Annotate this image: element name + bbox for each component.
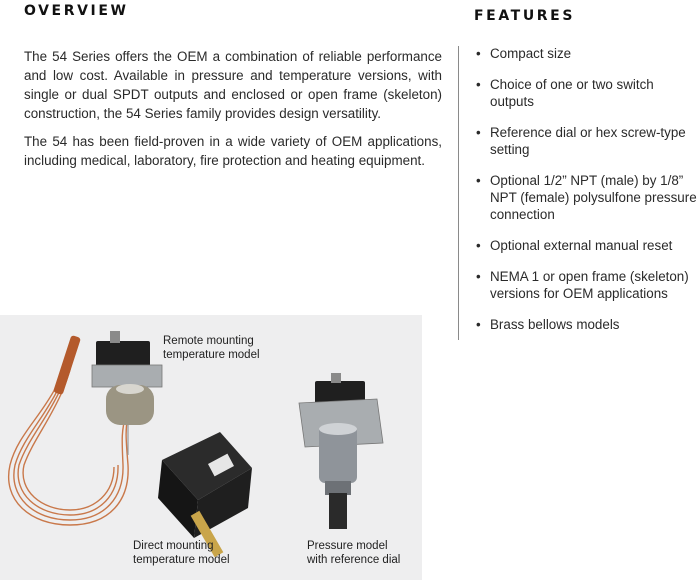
caption-line: with reference dial <box>307 554 401 566</box>
direct-model-caption <box>133 539 230 567</box>
caption-line: Pressure model <box>307 540 388 552</box>
overview-paragraph: The 54 has been field-proven in a wide variety of OEM applications, including medical, laboratory, fire protection and heating equipment. <box>24 134 442 168</box>
feature-item <box>476 316 697 333</box>
caption-line: temperature model <box>163 349 260 361</box>
caption-line: temperature model <box>133 554 230 566</box>
feature-text: Choice of one or two switch outputs <box>490 77 654 109</box>
bullet-icon: • <box>476 77 481 92</box>
features-list <box>476 45 697 347</box>
feature-item <box>476 237 697 254</box>
features-heading: FEATURES <box>474 8 576 24</box>
bullet-icon: • <box>476 238 481 253</box>
overview-paragraph: The 54 Series offers the OEM a combination of reliable performance and low cost. Available in pressure and temperature versions, with single or dual SPDT outputs and enclosed or open frame (skeleton) construction, the 54 Series family provides design versatility. <box>24 49 442 121</box>
feature-text: Brass bellows models <box>490 317 620 332</box>
pressure-model-image <box>285 373 395 533</box>
feature-text: Optional external manual reset <box>490 238 673 253</box>
bullet-icon: • <box>476 46 481 61</box>
product-photo-panel <box>0 315 422 580</box>
bullet-icon: • <box>476 269 481 284</box>
feature-text: NEMA 1 or open frame (skeleton) versions for OEM applications <box>490 269 689 301</box>
feature-item <box>476 268 697 302</box>
feature-item <box>476 45 697 62</box>
bullet-icon: • <box>476 317 481 332</box>
overview-heading: OVERVIEW <box>24 3 129 19</box>
column-divider <box>458 46 459 340</box>
caption-line: Remote mounting <box>163 335 254 347</box>
feature-text: Reference dial or hex screw-type setting <box>490 125 686 157</box>
bullet-icon: • <box>476 125 481 140</box>
remote-model-caption <box>163 334 260 362</box>
feature-text: Optional 1/2” NPT (male) by 1/8” NPT (female) polysulfone pressure connection <box>490 173 697 222</box>
overview-text <box>24 47 442 179</box>
feature-text: Compact size <box>490 46 572 61</box>
caption-line: Direct mounting <box>133 540 214 552</box>
feature-item <box>476 172 697 223</box>
feature-item <box>476 76 697 110</box>
feature-item <box>476 124 697 158</box>
bullet-icon: • <box>476 173 481 188</box>
pressure-model-caption <box>307 539 400 567</box>
